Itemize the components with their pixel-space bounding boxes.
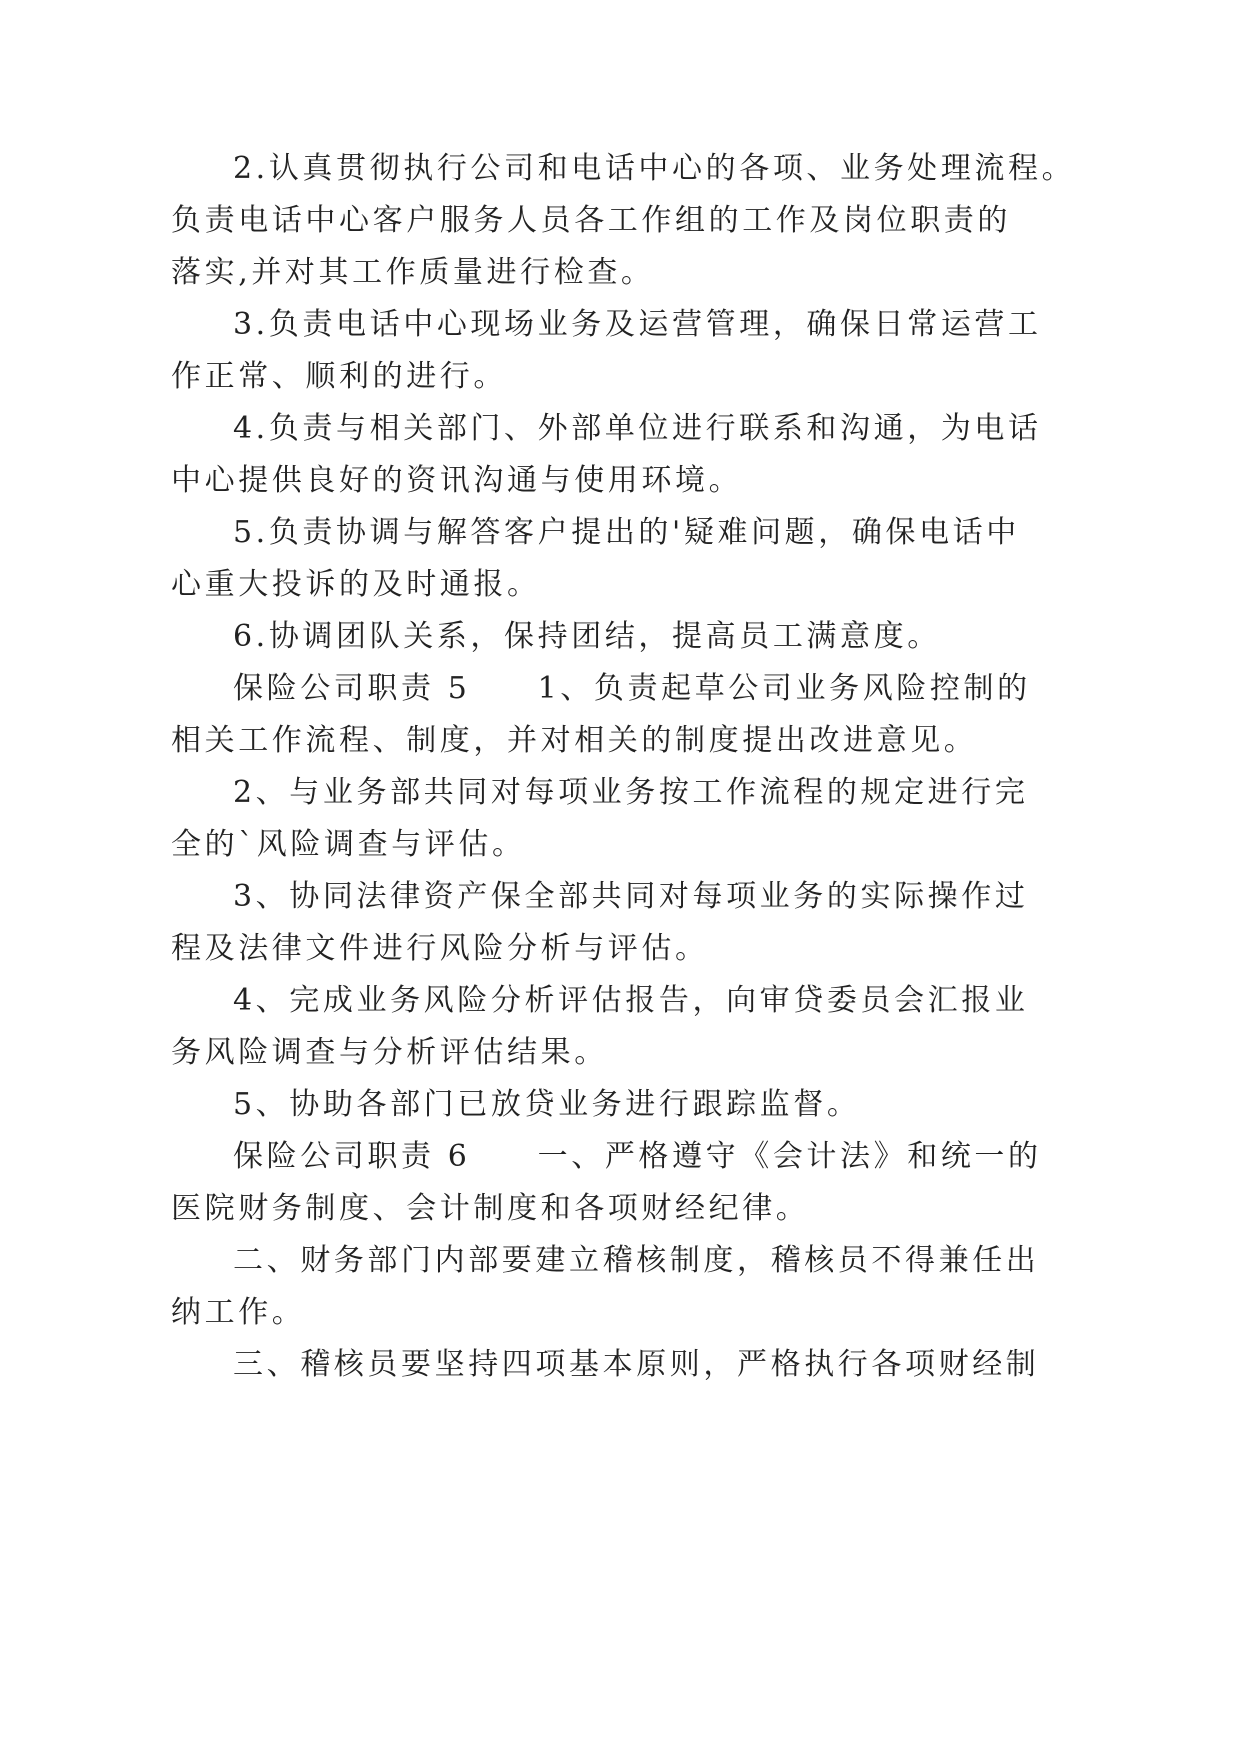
text-line: 作正常、顺利的进行。 [171, 359, 507, 394]
text-line: 相关工作流程、制度，并对相关的制度提出改进意见。 [171, 723, 978, 758]
text-line: 二、财务部门内部要建立稽核制度，稽核员不得兼任出 [233, 1243, 1040, 1278]
text-line: 4.负责与相关部门、外部单位进行联系和沟通，为电话 [233, 411, 1042, 446]
text-line: 2.认真贯彻执行公司和电话中心的各项、业务处理流程。 [233, 151, 1076, 186]
text-line: 三、稽核员要坚持四项基本原则，严格执行各项财经制 [233, 1347, 1040, 1382]
text-line: 医院财务制度、会计制度和各项财经纪律。 [171, 1191, 810, 1226]
text-line: 纳工作。 [171, 1295, 306, 1330]
text-line: 3.负责电话中心现场业务及运营管理，确保日常运营工 [233, 307, 1042, 342]
text-line: 6.协调团队关系，保持团结，提高员工满意度。 [233, 619, 941, 654]
text-line: 中心提供良好的资讯沟通与使用环境。 [171, 463, 743, 498]
section-heading-line: 保险公司职责 6 一、严格遵守《会计法》和统一的 [233, 1139, 1042, 1174]
text-line: 程及法律文件进行风险分析与评估。 [171, 931, 709, 966]
text-line: 心重大投诉的及时通报。 [171, 567, 541, 602]
text-line: 4、完成业务风险分析评估报告，向审贷委员会汇报业 [233, 983, 1029, 1018]
section-heading-line: 保险公司职责 5 1、负责起草公司业务风险控制的 [233, 671, 1031, 706]
text-line: 全的`风险调查与评估。 [171, 827, 526, 862]
text-line: 2、与业务部共同对每项业务按工作流程的规定进行完 [233, 775, 1029, 810]
text-line: 务风险调查与分析评估结果。 [171, 1035, 608, 1070]
text-line: 3、协同法律资产保全部共同对每项业务的实际操作过 [233, 879, 1029, 914]
text-line: 落实,并对其工作质量进行检查。 [171, 255, 655, 290]
text-line: 负责电话中心客户服务人员各工作组的工作及岗位职责的 [171, 203, 1011, 238]
text-line: 5.负责协调与解答客户提出的'疑难问题，确保电话中 [233, 515, 1020, 550]
text-line: 5、协助各部门已放贷业务进行跟踪监督。 [233, 1087, 861, 1122]
